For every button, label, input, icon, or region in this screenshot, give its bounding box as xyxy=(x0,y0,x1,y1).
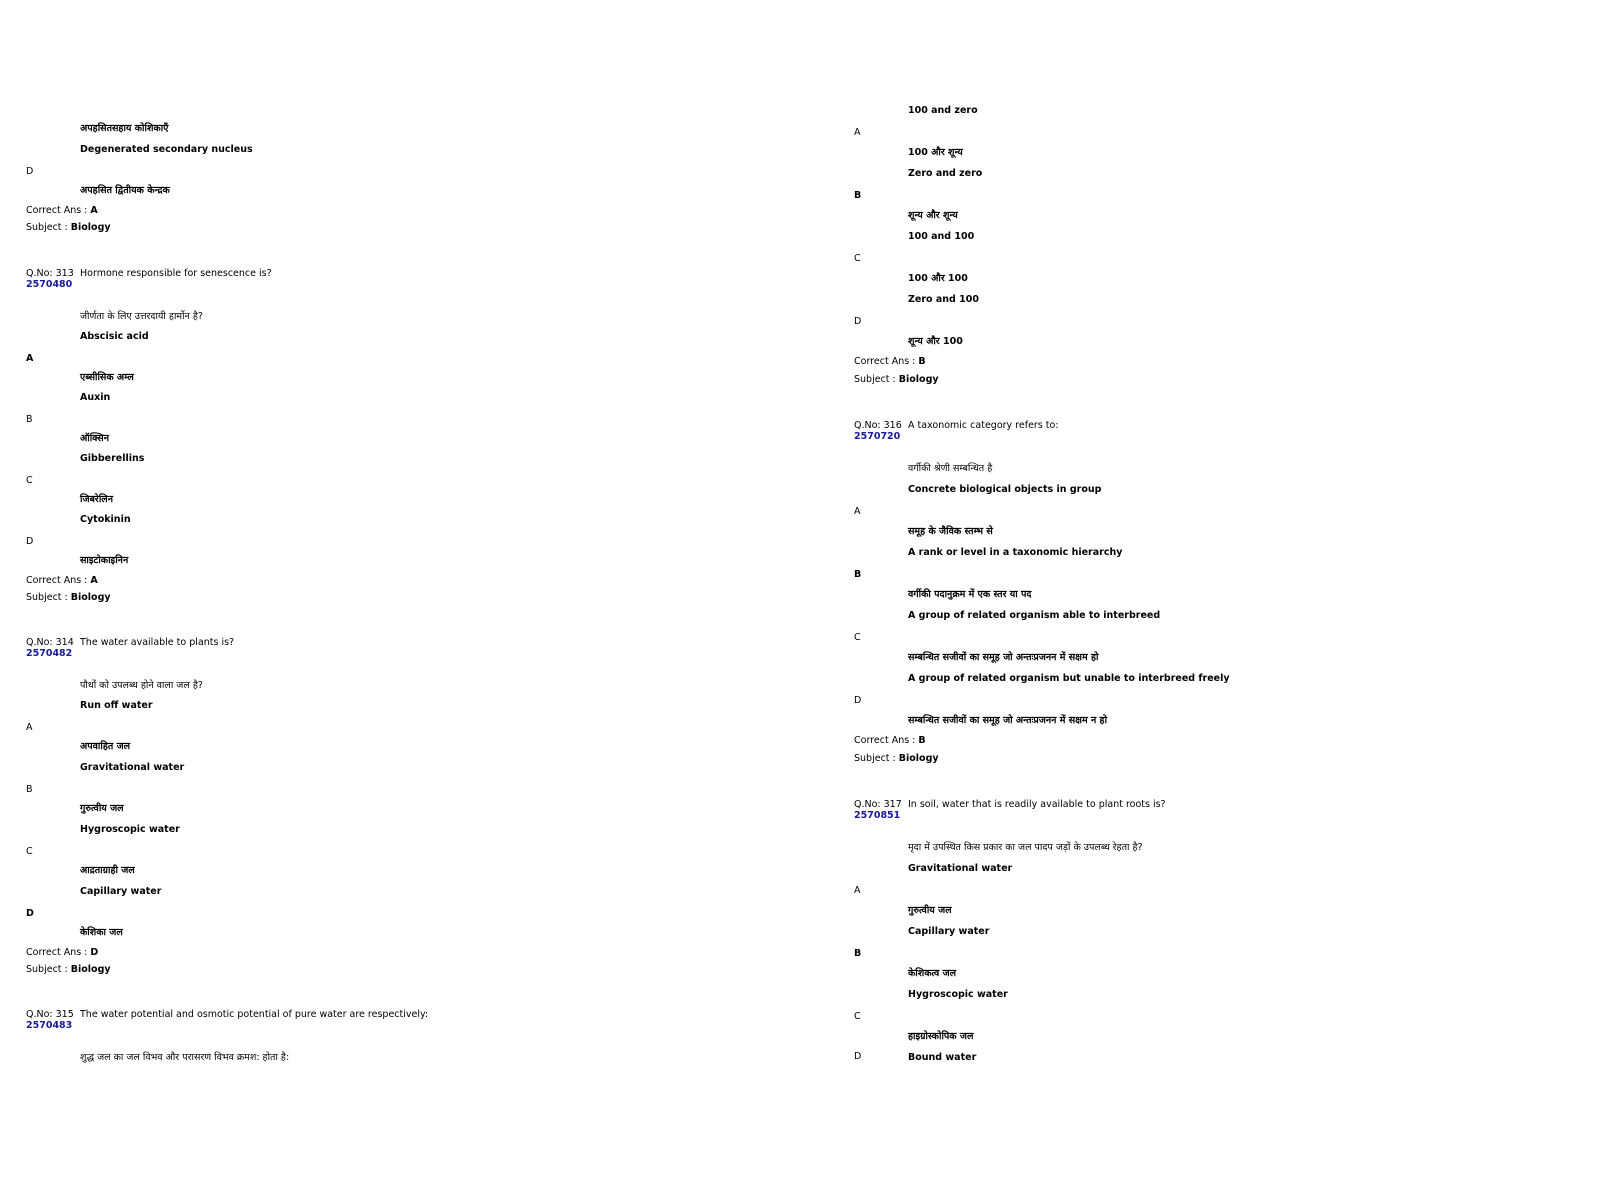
option-label-a: A xyxy=(854,127,861,138)
option-label-d: D xyxy=(854,1051,862,1062)
correct-answer: Correct Ans : D xyxy=(26,947,99,958)
option-a-english: Abscisic acid xyxy=(80,331,149,342)
option-c-hindi: आद्रताग्राही जल xyxy=(80,865,135,876)
option-a-hindi: 100 और शून्य xyxy=(908,147,963,158)
question-text-english: The water available to plants is? xyxy=(80,637,235,648)
option-c-english: Hygroscopic water xyxy=(80,824,180,835)
option-label-b: B xyxy=(854,948,862,959)
option-label-d: D xyxy=(26,908,34,919)
subject: Subject : Biology xyxy=(854,753,939,764)
question-text-hindi: पौधों को उपलब्ध होने वाला जल है? xyxy=(80,680,203,691)
question-number: Q.No: 316 xyxy=(854,420,902,431)
question-text-english: The water potential and osmotic potential of pure water are respectively: xyxy=(80,1009,429,1020)
option-a-english: Gravitational water xyxy=(908,863,1013,874)
option-label-c: C xyxy=(854,1011,861,1022)
option-d-hindi: सम्बन्धित सजीवों का समूह जो अन्तःप्रजनन में सक्षम न हो xyxy=(908,715,1108,726)
option-d-english: Capillary water xyxy=(80,886,162,897)
option-a-hindi: एब्सीसिक अम्ल xyxy=(80,372,134,383)
option-b-hindi: शून्य और शून्य xyxy=(908,210,958,221)
option-d-english: Zero and 100 xyxy=(908,294,979,305)
option-a-english: Run off water xyxy=(80,700,153,711)
question-text-hindi: वर्गीकी श्रेणी सम्बन्धित है xyxy=(908,463,993,474)
option-a-hindi: गुरुत्वीय जल xyxy=(908,905,952,916)
question-id: 2570483 xyxy=(26,1020,73,1031)
option-label-b: B xyxy=(26,414,33,425)
question-id: 2570851 xyxy=(854,810,901,821)
subject: Subject : Biology xyxy=(854,374,939,385)
question-number: Q.No: 314 xyxy=(26,637,74,648)
subject: Subject : Biology xyxy=(26,964,111,975)
option-label-c: C xyxy=(854,253,861,264)
option-label-b: B xyxy=(854,569,862,580)
option-label-d: D xyxy=(854,316,862,327)
option-c-english: 100 and 100 xyxy=(908,231,975,242)
question-number: Q.No: 315 xyxy=(26,1009,74,1020)
question-number: Q.No: 313 xyxy=(26,268,74,279)
question-text-english: Hormone responsible for senescence is? xyxy=(80,268,272,279)
question-id: 2570482 xyxy=(26,648,73,659)
correct-answer: Correct Ans : A xyxy=(26,205,98,216)
correct-answer: Correct Ans : B xyxy=(854,735,926,746)
option-b-english: Capillary water xyxy=(908,926,990,937)
option-label-d: D xyxy=(854,695,862,706)
question-text-english: In soil, water that is readily available to plant roots is? xyxy=(908,799,1166,810)
correct-answer: Correct Ans : A xyxy=(26,575,98,586)
option-d-english: A group of related organism but unable to interbreed freely xyxy=(908,673,1230,684)
option-b-hindi: ऑक्सिन xyxy=(80,433,109,444)
option-a-hindi: समूह के जैविक स्तम्भ से xyxy=(908,526,993,537)
option-d-hindi: साइटोकाइनिन xyxy=(80,555,129,566)
option-a-english: 100 and zero xyxy=(908,105,978,116)
option-b-hindi: केशिकत्व जल xyxy=(908,968,957,979)
option-b-english: Gravitational water xyxy=(80,762,185,773)
option-label-a: A xyxy=(26,353,34,364)
option-c-hindi: सम्बन्धित सजीवों का समूह जो अन्तःप्रजनन में सक्षम हो xyxy=(908,652,1099,663)
option-b-english: Zero and zero xyxy=(908,168,983,179)
option-b-english: A rank or level in a taxonomic hierarchy xyxy=(908,547,1123,558)
question-text-hindi: जीर्णता के लिए उत्तरदायी हार्मोन है? xyxy=(80,311,203,322)
option-c-english: A group of related organism able to interbreed xyxy=(908,610,1161,621)
option-d-english: Bound water xyxy=(908,1052,977,1063)
option-b-hindi: गुरुत्वीय जल xyxy=(80,803,124,814)
option-b-english: Auxin xyxy=(80,392,111,403)
correct-answer: Correct Ans : B xyxy=(854,356,926,367)
subject: Subject : Biology xyxy=(26,592,111,603)
option-a-hindi: अपवाहित जल xyxy=(80,741,131,752)
option-b-hindi: वर्गीकी पदानुक्रम में एक स्तर या पद xyxy=(908,589,1032,600)
option-label-d: D xyxy=(26,536,34,547)
option-label-a: A xyxy=(854,506,861,517)
option-c-english: Gibberellins xyxy=(80,453,145,464)
option-c-english: Hygroscopic water xyxy=(908,989,1008,1000)
option-d-hindi: शून्य और 100 xyxy=(908,336,963,347)
question-text-hindi: मृदा में उपस्थित किस प्रकार का जल पादप जड़ों के उपलब्ध रेहता है? xyxy=(908,842,1143,853)
question-number: Q.No: 317 xyxy=(854,799,902,810)
option-label-b: B xyxy=(26,784,33,795)
option-label-c: C xyxy=(854,632,861,643)
option-d-hindi: केशिका जल xyxy=(80,927,123,938)
option-label-c: C xyxy=(26,475,33,486)
option-label-a: A xyxy=(854,885,861,896)
option-a-english: Concrete biological objects in group xyxy=(908,484,1102,495)
option-label-b: B xyxy=(854,190,862,201)
option-label-d: D xyxy=(26,166,34,177)
option-d-english: Degenerated secondary nucleus xyxy=(80,144,253,155)
question-id: 2570720 xyxy=(854,431,901,442)
option-d-english: Cytokinin xyxy=(80,514,131,525)
option-c-hindi: जिबरेलिन xyxy=(80,494,113,505)
option-c-hindi: हाइग्रोस्कोपिक जल xyxy=(908,1031,974,1042)
option-c-hindi: 100 और 100 xyxy=(908,273,968,284)
option-label-c: C xyxy=(26,846,33,857)
question-id: 2570480 xyxy=(26,279,73,290)
subject: Subject : Biology xyxy=(26,222,111,233)
question-text-hindi: शुद्ध जल का जल विभव और परासरण विभव क्रमश: होता है: xyxy=(80,1052,290,1063)
question-text-english: A taxonomic category refers to: xyxy=(908,420,1059,431)
option-label-a: A xyxy=(26,722,33,733)
option-d-hindi: अपहसित द्वितीयक केन्द्रक xyxy=(80,185,170,196)
option-c-hindi: अपहसितसहाय कोशिकाएँ xyxy=(80,123,169,134)
